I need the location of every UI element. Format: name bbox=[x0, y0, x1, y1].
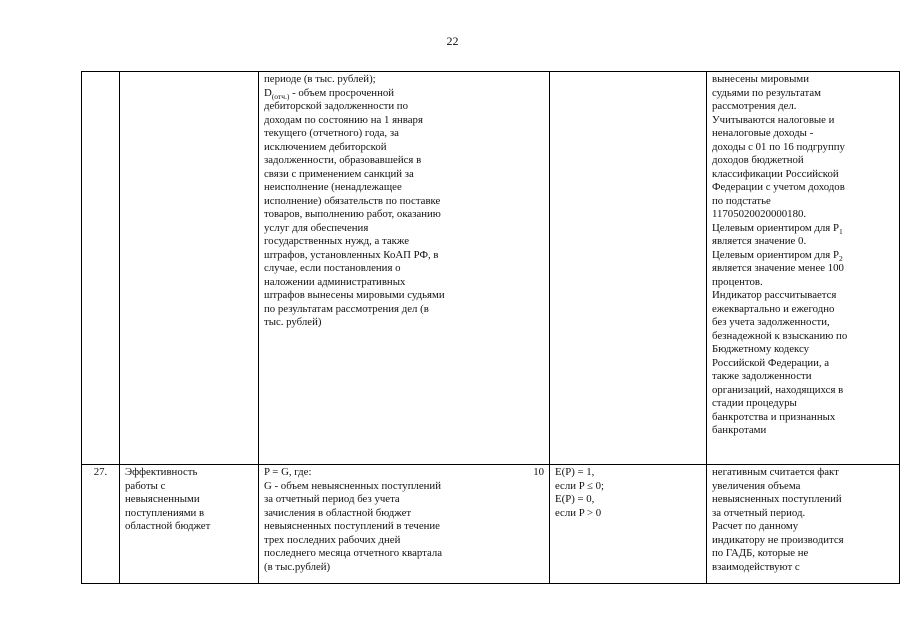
evaluation-line: E(P) = 1, bbox=[555, 466, 595, 478]
formula-line: трех последних рабочих дней bbox=[264, 533, 401, 546]
comment-line: Расчет по данному bbox=[712, 520, 799, 532]
comment-line: за отчетный период. bbox=[712, 506, 806, 519]
comment-line: доходы с 01 по 16 подгруппу bbox=[712, 140, 845, 153]
indicator-name-cell bbox=[120, 465, 259, 584]
comment-line: Учитываются налоговые и bbox=[712, 113, 835, 126]
formula-line: последнего месяца отчетного квартала bbox=[264, 547, 443, 559]
formula-line: (в тыс.рублей) bbox=[264, 560, 331, 573]
comment-line: банкротства и признанных bbox=[712, 410, 836, 423]
evaluation-line: если P > 0 bbox=[555, 506, 602, 519]
comment-line: без учета задолженности, bbox=[712, 316, 830, 328]
formula-line: случае, если постановления о bbox=[264, 262, 401, 274]
formula-cell bbox=[259, 465, 550, 584]
comment-line: Бюджетному кодексу bbox=[712, 343, 810, 355]
comment-line: классификации Российской bbox=[712, 167, 839, 180]
comment-line: неналоговые доходы - bbox=[712, 127, 814, 139]
symbol-description: - объем просроченной bbox=[289, 86, 395, 99]
formula-line: государственных нужд, а также bbox=[264, 235, 409, 247]
comment-line: взаимодействуют с bbox=[712, 560, 800, 573]
formula-line: штрафов, установленных КоАП РФ, в bbox=[264, 248, 439, 261]
comment-line: является значение менее 100 bbox=[712, 262, 844, 274]
formula-line: услуг для обеспечения bbox=[264, 221, 369, 234]
comment-line-p1 bbox=[712, 222, 894, 236]
formula-line: зачисления в областной бюджет bbox=[264, 506, 412, 519]
comment-line: доходов бюджетной bbox=[712, 154, 804, 166]
evaluation-cell bbox=[550, 72, 707, 465]
comment-cell bbox=[707, 465, 900, 584]
indicator-weight: 10 bbox=[533, 466, 544, 478]
table-row bbox=[82, 72, 900, 465]
evaluation-line: E(P) = 0, bbox=[555, 493, 595, 505]
comment-line: по подстатье bbox=[712, 194, 771, 207]
symbol-subscript: (отч.) bbox=[271, 91, 290, 101]
comment-line-p2 bbox=[712, 249, 894, 263]
formula-header: P = G, где: bbox=[264, 466, 312, 478]
comment-line: является значение 0. bbox=[712, 235, 807, 247]
comment-line: процентов. bbox=[712, 275, 763, 288]
formula-line: периоде (в тыс. рублей); bbox=[264, 73, 376, 85]
name-line: невыясненными bbox=[125, 493, 200, 505]
formula-line: исполнение) обязательств по поставке bbox=[264, 194, 441, 207]
formula-header-row bbox=[264, 466, 544, 480]
p2-text: Целевым ориентиром для P bbox=[712, 248, 839, 261]
comment-line: судьями по результатам bbox=[712, 86, 821, 99]
name-line: Эффективность bbox=[125, 466, 198, 478]
comment-line: по ГАДБ, которые не bbox=[712, 547, 809, 559]
comment-line: безнадежной к взысканию по bbox=[712, 329, 848, 342]
formula-line: по результатам рассмотрения дел (в bbox=[264, 302, 429, 315]
formula-line-symbol bbox=[264, 87, 544, 101]
p2-subscript: 2 bbox=[838, 253, 843, 263]
formula-line: задолженности, образовавшейся в bbox=[264, 154, 422, 166]
symbol-letter: D bbox=[264, 86, 272, 99]
formula-line: дебиторской задолженности по bbox=[264, 100, 408, 112]
formula-line: исключением дебиторской bbox=[264, 140, 387, 153]
name-line: областной бюджет bbox=[125, 520, 211, 532]
row-number-cell: 27. bbox=[82, 465, 120, 584]
evaluation-line: если P ≤ 0; bbox=[555, 479, 605, 492]
name-line: поступлениями в bbox=[125, 506, 205, 519]
name-line: работы с bbox=[125, 479, 166, 492]
row-number-cell bbox=[82, 72, 120, 465]
indicator-table bbox=[81, 71, 900, 584]
comment-line: вынесены мировыми bbox=[712, 73, 810, 85]
formula-line: неисполнение (ненадлежащее bbox=[264, 181, 402, 193]
formula-line: за отчетный период без учета bbox=[264, 493, 400, 505]
comment-line: негативным считается факт bbox=[712, 466, 839, 478]
p1-text: Целевым ориентиром для P bbox=[712, 221, 839, 234]
comment-line: организаций, находящихся в bbox=[712, 383, 844, 396]
formula-line: наложении административных bbox=[264, 275, 406, 288]
comment-cell bbox=[707, 72, 900, 465]
comment-line: 11705020020000180. bbox=[712, 208, 807, 220]
formula-line: G - объем невыясненных поступлений bbox=[264, 479, 441, 492]
comment-line: банкротами bbox=[712, 424, 767, 436]
p1-subscript: 1 bbox=[838, 226, 843, 236]
comment-line: невыясненных поступлений bbox=[712, 493, 842, 505]
comment-line: Российской Федерации, а bbox=[712, 356, 830, 369]
comment-line: Федерации с учетом доходов bbox=[712, 181, 845, 193]
comment-line: также задолженности bbox=[712, 370, 812, 382]
formula-line: связи с применением санкций за bbox=[264, 167, 414, 180]
formula-line: текущего (отчетного) года, за bbox=[264, 127, 399, 139]
comment-line: увеличения объема bbox=[712, 479, 801, 492]
formula-line: товаров, выполнению работ, оказанию bbox=[264, 208, 441, 220]
evaluation-cell bbox=[550, 465, 707, 584]
formula-line: доходам по состоянию на 1 января bbox=[264, 113, 423, 126]
comment-line: индикатору не производится bbox=[712, 533, 844, 546]
table-row bbox=[82, 465, 900, 584]
formula-line: штрафов вынесены мировыми судьями bbox=[264, 289, 445, 301]
comment-line: ежеквартально и ежегодно bbox=[712, 302, 835, 315]
indicator-name-cell bbox=[120, 72, 259, 465]
formula-line: тыс. рублей) bbox=[264, 316, 322, 328]
formula-line: невыясненных поступлений в течение bbox=[264, 520, 440, 532]
comment-line: рассмотрения дел. bbox=[712, 100, 797, 112]
comment-line: Индикатор рассчитывается bbox=[712, 289, 837, 301]
comment-line: стадии процедуры bbox=[712, 397, 797, 409]
page-number: 22 bbox=[446, 34, 459, 48]
formula-cell bbox=[259, 72, 550, 465]
